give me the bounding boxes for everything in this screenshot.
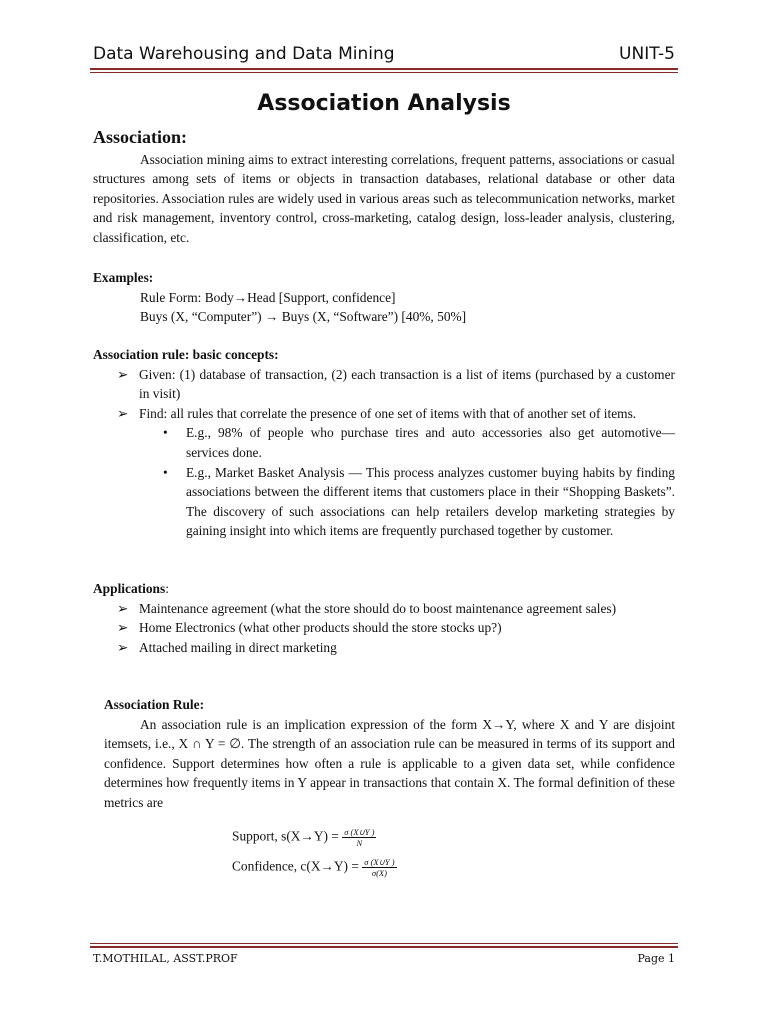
page-title: Association Analysis: [257, 91, 511, 116]
confidence-label: Confidence, c(X→Y) =: [232, 858, 359, 874]
list-item: ➢ Attached mailing in direct marketing: [93, 638, 675, 658]
arrowhead-bullet-icon: ➢: [117, 366, 129, 382]
header-rule-thick: [90, 68, 678, 70]
header-unit: UNIT-5: [619, 44, 675, 64]
list-item: ➢ Maintenance agreement (what the store should do to boost maintenance agreement sales): [93, 599, 675, 619]
association-rule-paragraph: An association rule is an implication expression of the form X→Y, where X and Y are disjoint itemsets, i.e., X ∩ Y = ∅. The strength of an association rule can be measured in terms of its support and confidence. Support determines how often a rule is applicable to a given data set, while confidence determines how frequently items in Y appear in transactions that contain X. The formal definition of these metrics are: [104, 716, 675, 810]
arrowhead-bullet-icon: ➢: [117, 405, 129, 421]
header-rule-thin: [90, 72, 678, 73]
list-item: ➢ Given: (1) database of transaction, (2) each transaction is a list of items (purchased by a customer in visit): [117, 366, 675, 402]
basic-concepts-list: [93, 365, 675, 424]
support-fraction: [342, 827, 376, 848]
applications-section: Applications: ➢ Maintenance agreement (what the store should do to boost maintenance agreement sales) ➢ Home Electronics (what other products should the store stocks up?) ➢ Attached mailing in direct marketing: [93, 579, 675, 657]
list-item: • E.g., 98% of people who purchase tires and auto accessories also get automotive— services done.: [163, 425, 675, 460]
support-formula: [232, 827, 532, 848]
confidence-formula: [232, 857, 532, 878]
basic-concepts-heading: Association rule: basic concepts:: [93, 347, 279, 362]
footer-author: T.MOTHILAL, ASST.PROF: [93, 952, 238, 965]
list-item: ➢ Home Electronics (what other products should the store stocks up?): [93, 618, 675, 638]
example-buys: Buys (X, “Computer”) → Buys (X, “Software”) [40%, 50%]: [140, 309, 467, 325]
examples-heading: Examples:: [93, 270, 154, 285]
basic-concepts-section: [93, 345, 675, 541]
support-label: Support, s(X→Y) =: [232, 828, 339, 844]
association-heading: Association:: [93, 127, 187, 147]
support-denominator: N: [356, 838, 363, 848]
confidence-fraction: [362, 857, 396, 878]
confidence-numerator: σ (X∪Y ): [364, 857, 395, 867]
examples-section: [93, 268, 675, 327]
footer-page-number: Page 1: [637, 952, 675, 965]
applications-list: [93, 599, 675, 658]
example-rule-form: Rule Form: Body→Head [Support, confidence]: [140, 289, 396, 305]
association-paragraph: Association mining aims to extract interesting correlations, frequent patterns, associations or casual structures among sets of items or objects in transaction databases, relational database or other data repositories. Association rules are widely used in various areas such as telecommunication networks, market and risk management, inventory control, cross-marketing, catalog design, loss-leader analysis, clustering, classification, etc.: [93, 151, 675, 245]
basic-concepts-sublist: [93, 423, 675, 541]
footer-rule-thin: [90, 943, 678, 944]
association-section: [93, 128, 675, 248]
footer-rule-thick: [90, 946, 678, 948]
applications-heading: Applications: [93, 581, 166, 596]
dot-bullet-icon: •: [163, 425, 168, 441]
list-item: • E.g., Market Basket Analysis — This process analyzes customer buying habits by finding associations between the different items that customers place in their “Shopping Baskets”. The discovery of such associations can help retailers develop marketing strategies by gaining insight into which items are frequently purchased together by customer.: [163, 464, 675, 539]
header-course-title: Data Warehousing and Data Mining: [93, 44, 395, 64]
arrowhead-bullet-icon: ➢: [117, 620, 129, 636]
association-rule-heading: Association Rule:: [104, 697, 205, 712]
confidence-denominator: σ(X): [371, 868, 387, 878]
association-rule-section: [104, 695, 675, 813]
support-numerator: σ (X∪Y ): [344, 827, 375, 837]
arrowhead-bullet-icon: ➢: [117, 600, 129, 616]
arrowhead-bullet-icon: ➢: [117, 639, 129, 655]
list-item: ➢ Find: all rules that correlate the presence of one set of items with that of another set of items.: [93, 404, 675, 424]
page-header: [93, 44, 675, 68]
dot-bullet-icon: •: [163, 464, 168, 480]
